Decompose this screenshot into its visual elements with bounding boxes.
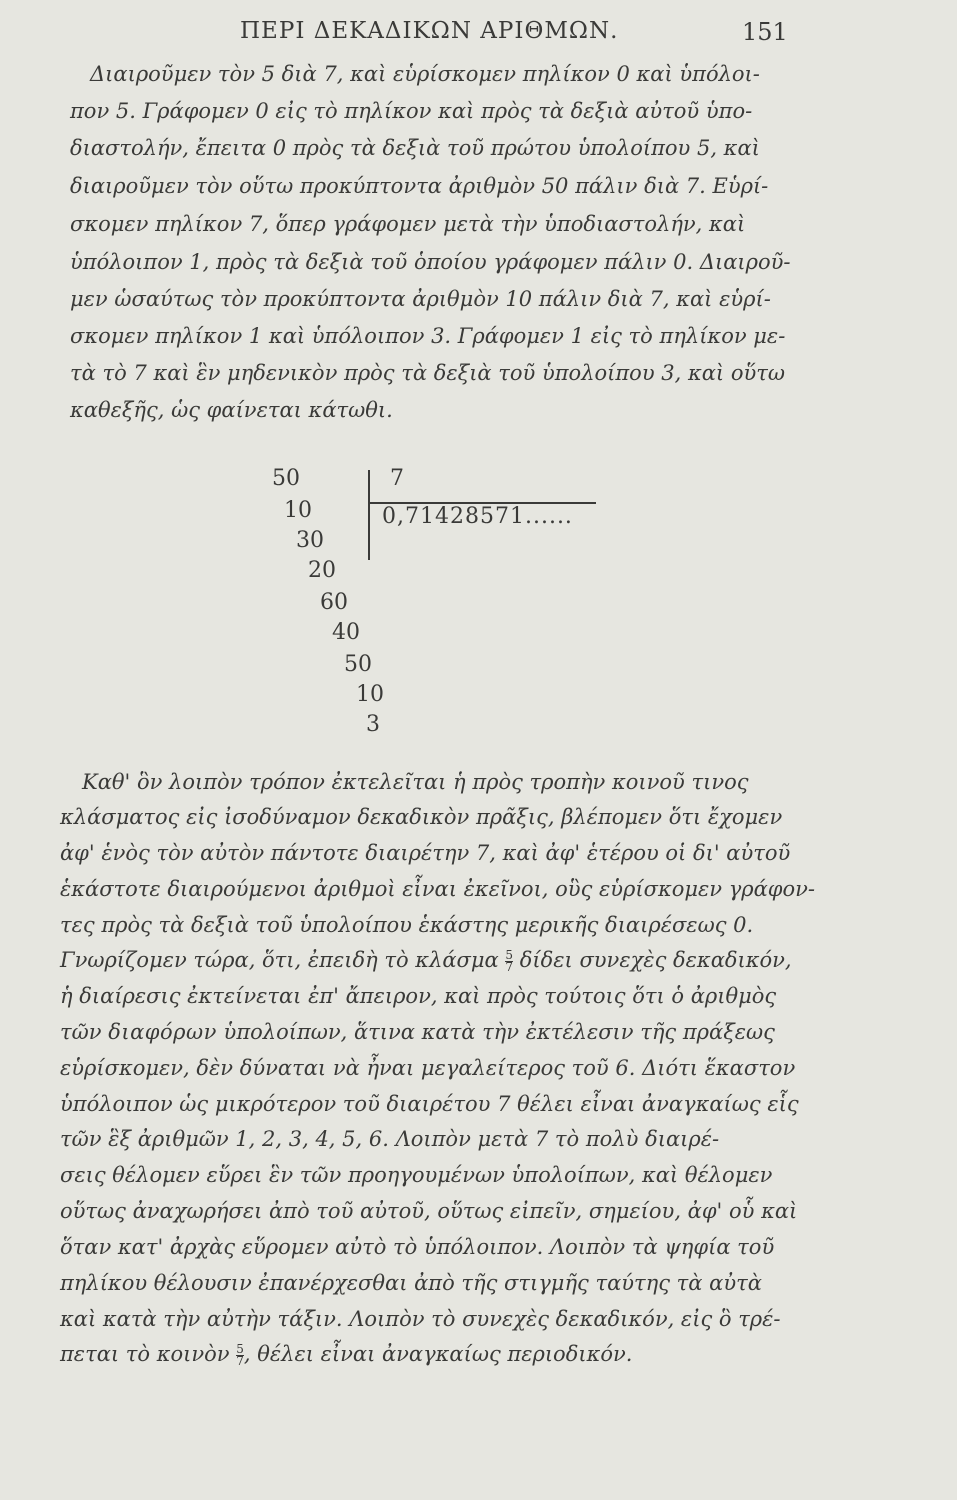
dividend-step: 50	[344, 652, 372, 677]
dividend-step: 10	[284, 498, 312, 523]
text-line: κλάσματος εἰς ἰσοδύναμον δεκαδικὸν πρᾶξις, βλέπομεν ὅτι ἔχομεν	[60, 805, 783, 829]
fraction-five-sevenths	[505, 950, 513, 973]
text-line: ἀφ' ἑνὸς τὸν αὐτὸν πάντοτε διαιρέτην 7, καὶ ἀφ' ἑτέρου οἱ δι' αὐτοῦ	[60, 841, 791, 865]
text-line: τες πρὸς τὰ δεξιὰ τοῦ ὑπολοίπου ἑκάστης μερικῆς διαιρέσεως 0.	[60, 913, 754, 937]
text-line: εὑρίσκομεν, δὲν δύναται νὰ ἦναι μεγαλείτερος τοῦ 6. Διότι ἕκαστον	[60, 1056, 796, 1080]
text-line: τῶν ἓξ ἀριθμῶν 1, 2, 3, 4, 5, 6. Λοιπὸν μετὰ 7 τὸ πολὺ διαιρέ-	[60, 1127, 720, 1151]
text-segment: τῶν	[60, 1020, 102, 1044]
dividend-step: 20	[308, 558, 336, 583]
text-line: καὶ κατὰ τὴν αὐτὴν τάξιν. Λοιπὸν τὸ συνεχὲς δεκαδικόν, εἰς ὃ τρέ-	[60, 1307, 781, 1331]
text-line: ἑκάστοτε διαιρούμενοι ἀριθμοὶ εἶναι ἐκεῖνοι, οὓς εὑρίσκομεν γράφον-	[60, 877, 816, 901]
fraction-denominator: 7	[236, 1354, 244, 1368]
fraction-five-sevenths	[236, 1344, 244, 1367]
fraction-numerator: 5	[236, 1342, 244, 1356]
dividend-step: 3	[366, 712, 380, 737]
text-segment: , θέλει εἶναι ἀναγκαίως περιοδικόν.	[243, 1342, 633, 1366]
dividend-step: 50	[272, 466, 300, 491]
text-line: ὑπόλοιπον 1, πρὸς τὰ δεξιὰ τοῦ ὁποίου γράφομεν πάλιν 0. Διαιροῦ-	[70, 250, 791, 274]
text-line: σκομεν πηλίκον 1 καὶ ὑπόλοιπον 3. Γράφομεν 1 εἰς τὸ πηλίκον με-	[70, 324, 786, 348]
text-line: ὑπόλοιπον ὡς μικρότερον τοῦ διαιρέτου 7 θέλει εἶναι ἀναγκαίως εἷς	[60, 1092, 799, 1116]
text-line: ὅταν κατ' ἀρχὰς εὕρομεν αὐτὸ τὸ ὑπόλοιπον. Λοιπὸν τὰ ψηφία τοῦ	[60, 1235, 775, 1259]
text-line	[60, 948, 792, 973]
text-line: διαστολήν, ἔπειτα 0 πρὸς τὰ δεξιὰ τοῦ πρώτου ὑπολοίπου 5, καὶ	[70, 136, 760, 160]
divisor: 7	[390, 466, 404, 491]
text-segment: δίδει συνεχὲς δεκαδικόν,	[519, 948, 792, 972]
emphasized-word: διαφόρων	[108, 1020, 217, 1044]
dividend-step: 60	[320, 590, 348, 615]
text-line: Διαιροῦμεν τὸν 5 διὰ 7, καὶ εὑρίσκομεν πηλίκον 0 καὶ ὑπόλοι-	[90, 62, 760, 86]
text-line: οὕτως ἀναχωρήσει ἀπὸ τοῦ αὐτοῦ, οὕτως εἰπεῖν, σημείου, ἀφ' οὗ καὶ	[60, 1199, 798, 1223]
page-title: ΠΕΡΙ ΔΕΚΑΔΙΚΩΝ ΑΡΙΘΜΩΝ.	[240, 18, 619, 44]
text-line: μεν ὡσαύτως τὸν προκύπτοντα ἀριθμὸν 10 πάλιν διὰ 7, καὶ εὑρί-	[70, 287, 771, 311]
quotient: 0,71428571......	[382, 504, 573, 529]
text-line: διαιροῦμεν τὸν οὕτω προκύπτοντα ἀριθμὸν 50 πάλιν διὰ 7. Εὑρί-	[70, 174, 769, 198]
running-head	[0, 14, 957, 50]
text-line: πηλίκου θέλουσιν ἐπανέρχεσθαι ἀπὸ τῆς στιγμῆς ταύτης τὰ αὐτὰ	[60, 1271, 762, 1295]
text-line: πον 5. Γράφομεν 0 εἰς τὸ πηλίκον καὶ πρὸς τὰ δεξιὰ αὐτοῦ ὑπο-	[70, 99, 753, 123]
dividend-step: 40	[332, 620, 360, 645]
text-line: ἡ διαίρεσις ἐκτείνεται ἐπ' ἄπειρον, καὶ πρὸς τούτοις ὅτι ὁ ἀριθμὸς	[60, 984, 777, 1008]
dividend-step: 30	[296, 528, 324, 553]
fraction-numerator: 5	[505, 948, 514, 962]
text-line	[60, 1020, 775, 1044]
text-line: σεις θέλομεν εὕρει ἓν τῶν προηγουμένων ὑπολοίπων, καὶ θέλομεν	[60, 1163, 773, 1187]
page-number: 151	[742, 18, 788, 46]
text-segment: ὑπολοίπων, ἅτινα κατὰ τὴν ἐκτέλεσιν τῆς πράξεως	[223, 1020, 775, 1044]
text-segment: πεται τὸ κοινὸν	[60, 1342, 230, 1366]
dividend-step: 10	[356, 682, 384, 707]
division-vertical-rule	[368, 470, 370, 560]
text-segment: Γνωρίζομεν τώρα, ὅτι, ἐπειδὴ τὸ κλάσμα	[60, 948, 499, 972]
text-line	[60, 1342, 632, 1367]
text-line: τὰ τὸ 7 καὶ ἓν μηδενικὸν πρὸς τὰ δεξιὰ τοῦ ὑπολοίπου 3, καὶ οὕτω	[70, 361, 785, 385]
text-line: καθεξῆς, ὡς φαίνεται κάτωθι.	[70, 398, 393, 422]
long-division	[240, 462, 640, 762]
text-line: Καθ' ὃν λοιπὸν τρόπον ἐκτελεῖται ἡ πρὸς τροπὴν κοινοῦ τινος	[82, 770, 749, 794]
fraction-denominator: 7	[505, 960, 514, 974]
text-line: σκομεν πηλίκον 7, ὅπερ γράφομεν μετὰ τὴν ὑποδιαστολήν, καὶ	[70, 212, 746, 236]
